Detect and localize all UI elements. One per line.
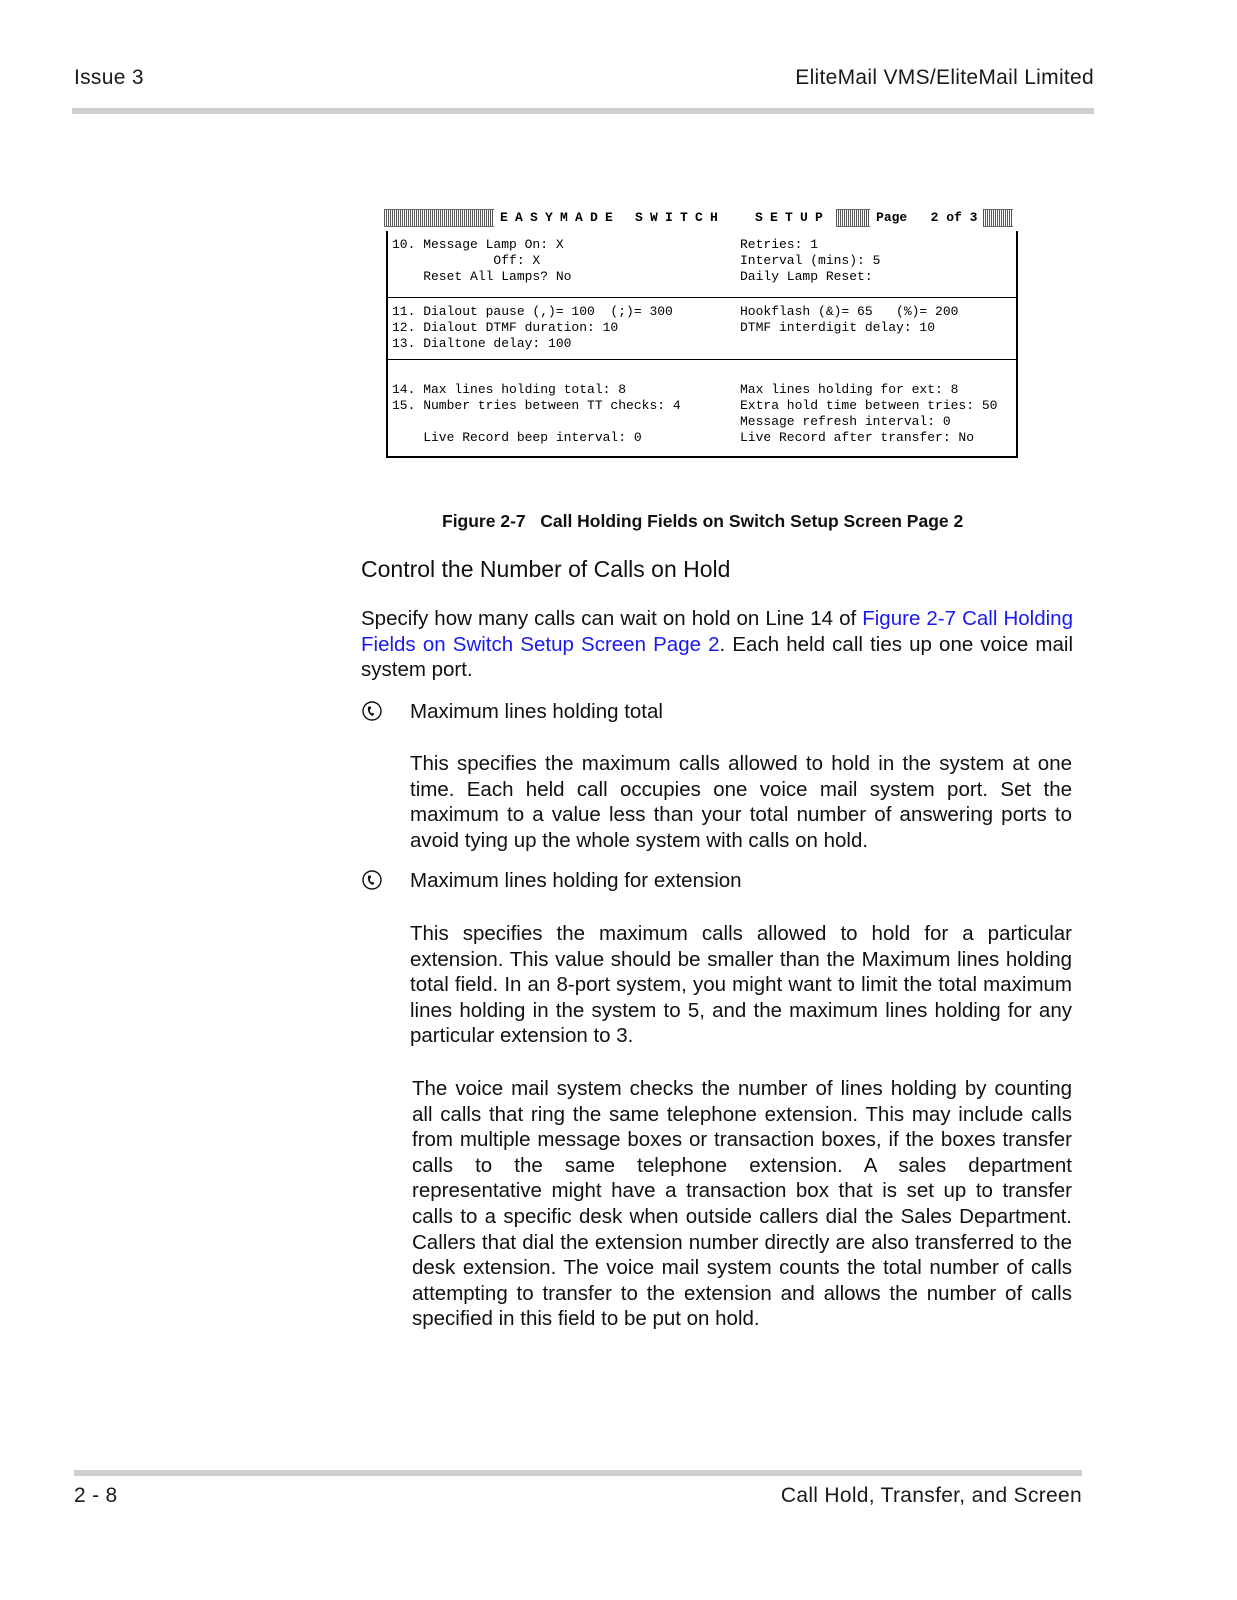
bullet-description-continued: The voice mail system checks the number of lines holding by counting all calls that ring the same telephone extension. This may include calls from multiple message boxes or transaction boxes, if the boxes transfer calls to the same telephone extension. A sales department representative might have a transaction box that is set up to transfer calls to a specific desk when outside callers dial the Sales Department. Callers that dial the extension number directly are also transferred to the desk extension. The voice mail system counts the total number of calls attempting to transfer to the extension and allows the number of calls specified in this field to be put on hold. [412,1077,1072,1331]
bullet-description: This specifies the maximum calls allowed to hold for a particular extension. This value should be smaller than the Maximum lines holding total field. In an 8-port system, you might want to limit the total maximum lines holding in the system to 5, and the maximum lines holding for any particular extension to 3. [410,922,1072,1048]
title-hatch-right [983,209,1013,227]
title-hatch-middle [836,209,870,227]
page-number: 2 - 8 [74,1484,118,1507]
screen-section-dialout [386,297,1018,360]
intro-text-end: . Each held call ties up one voice mail system port. [361,632,1073,682]
footer-chapter-title: Call Hold, Transfer, and Screen [780,1484,1082,1507]
section-heading: Control the Number of Calls on Hold [361,556,731,582]
switch-setup-screen [384,207,1018,459]
screen-line: Message refresh interval: 0 [740,414,951,429]
screen-line: DTMF interdigit delay: 10 [740,320,936,335]
intro-text: Specify how many calls can wait on hold on Line 14 of [361,607,863,630]
bullet-label: Maximum lines holding total [410,700,663,723]
figure-caption: Figure 2-7 Call Holding Fields on Switch Setup Screen Page 2 [442,511,964,531]
footer-rule [74,1470,1082,1476]
screen-line: Reset All Lamps? No [392,269,572,284]
screen-line: Interval (mins): 5 [740,253,881,268]
header-rule [72,108,1094,114]
screen-line: 13. Dialtone delay: 100 [392,336,572,351]
phone-icon [361,700,383,722]
bullet-label: Maximum lines holding for extension [410,869,742,892]
screen-line: Max lines holding for ext: 8 [740,382,959,397]
phone-icon [361,869,383,891]
screen-line: 11. Dialout pause (,)= 100 (;)= 300 [392,304,673,319]
screen-line: Live Record beep interval: 0 [392,430,642,445]
intro-paragraph [361,606,1073,683]
figure-cross-reference-link[interactable]: Figure 2-7 Call Holding Fields on Switch Setup Screen Page 2 [361,607,1073,656]
screen-line: 12. Dialout DTMF duration: 10 [392,320,619,335]
screen-line: 14. Max lines holding total: 8 [392,382,627,397]
title-hatch-left [384,209,494,227]
screen-page-indicator: Page 2 of 3 [876,210,978,226]
screen-line: Hookflash (&)= 65 (%)= 200 [740,304,959,319]
screen-line: Off: X [392,253,541,268]
header-product-title: EliteMail VMS/EliteMail Limited [795,66,1094,89]
screen-title: EASYMADE SWITCH SETUP [500,210,831,226]
screen-line: Retries: 1 [740,237,819,252]
screen-line: Live Record after transfer: No [740,430,975,445]
bullet-description: This specifies the maximum calls allowed to hold in the system at one time. Each held call occupies one voice mail system port. Set the maximum to a value less than your total number of answering ports to avoid tying up the whole system with calls on hold. [410,752,1072,852]
screen-section-holding [386,359,1018,458]
header-issue: Issue 3 [74,66,144,89]
screen-line: Extra hold time between tries: 50 [740,398,998,413]
screen-title-bar [384,207,1018,229]
screen-line: 15. Number tries between TT checks: 4 [392,398,681,413]
screen-line: Daily Lamp Reset: [740,269,873,284]
screen-line: 10. Message Lamp On: X [392,237,564,252]
screen-section-lamps [386,231,1018,297]
